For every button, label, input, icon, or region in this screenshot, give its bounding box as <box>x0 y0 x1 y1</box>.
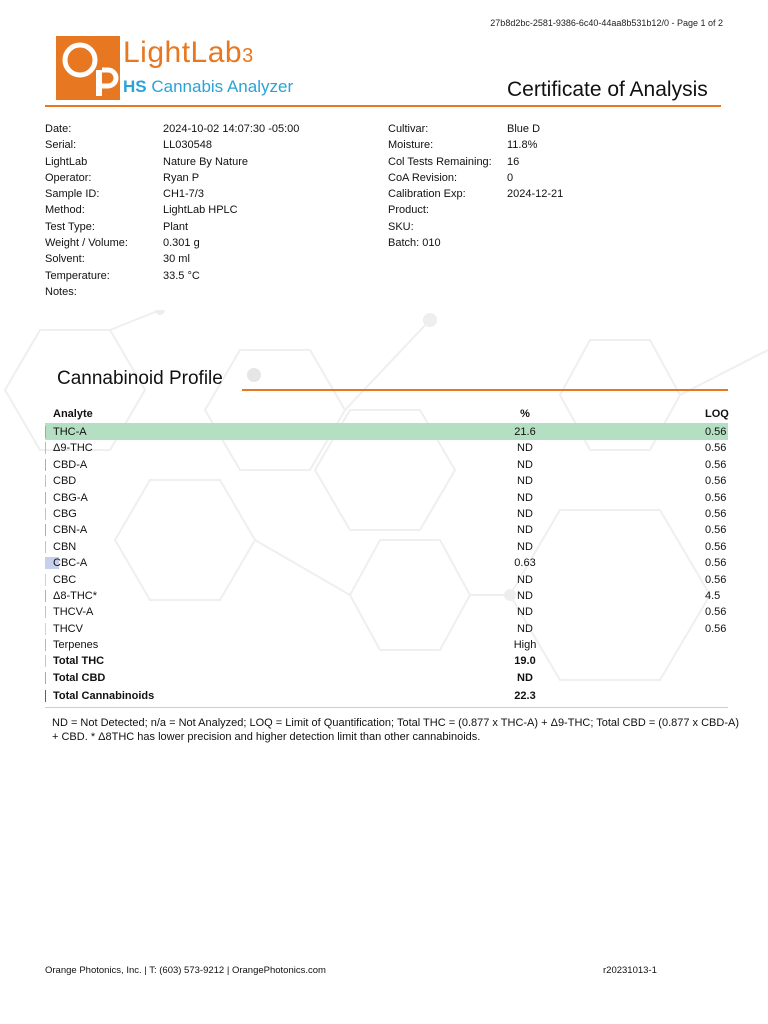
table-row <box>45 424 728 440</box>
table-row <box>45 539 728 555</box>
row-color-marker <box>45 639 46 651</box>
header-loq: LOQ <box>705 408 729 420</box>
info-right-value: 16 <box>507 155 520 168</box>
table-row <box>45 621 728 637</box>
cell-analyte: CBG <box>53 507 77 520</box>
cell-analyte: THCV-A <box>53 606 94 619</box>
cell-loq: 0.56 <box>705 491 727 504</box>
table-row <box>45 457 728 473</box>
logo-tagline <box>123 77 293 97</box>
cell-loq: 0.56 <box>705 458 727 471</box>
info-left-label: Temperature: <box>45 269 110 282</box>
cell-analyte: Total Cannabinoids <box>53 690 155 703</box>
table-row <box>45 688 728 704</box>
info-left-label: Sample ID: <box>45 188 100 201</box>
info-right-value: 11.8% <box>507 139 538 152</box>
info-left-value: 33.5 °C <box>163 269 200 282</box>
cell-loq: 0.56 <box>705 573 727 586</box>
footer-contact: Orange Photonics, Inc. | T: (603) 573-9212 | OrangePhotonics.com <box>45 965 326 976</box>
cell-percent: ND <box>517 540 533 553</box>
cell-percent: ND <box>517 491 533 504</box>
cell-analyte: CBC-A <box>53 557 88 570</box>
info-right-label: Cultivar: <box>388 123 429 135</box>
info-left-value: LightLab HPLC <box>163 204 238 217</box>
logo-name: LightLab3 <box>123 36 254 69</box>
info-right-value <box>507 202 563 218</box>
info-left-label: LightLab <box>45 155 88 168</box>
info-right-label: Product: <box>388 204 429 217</box>
cell-percent: ND <box>517 458 533 471</box>
table-row <box>45 506 728 522</box>
cell-analyte: THC-A <box>53 426 87 438</box>
row-color-marker <box>45 623 46 635</box>
cell-analyte: CBD <box>53 475 77 488</box>
info-left-label: Operator: <box>45 171 92 184</box>
row-color-marker <box>45 459 46 471</box>
cell-percent: ND <box>517 606 533 619</box>
table-row <box>45 588 728 604</box>
row-color-marker <box>45 574 46 586</box>
cell-percent: 22.3 <box>514 690 536 703</box>
row-color-marker <box>45 475 46 487</box>
cell-loq: 0.56 <box>705 507 727 520</box>
table-row <box>45 473 728 489</box>
row-color-marker <box>45 492 46 504</box>
info-right-values <box>507 121 563 251</box>
cell-analyte: Total THC <box>53 655 105 668</box>
document-id: 27b8d2bc-2581-9386-6c40-44aa8b531b12/0 - Page 1 of 2 <box>490 18 723 28</box>
cell-percent: ND <box>517 475 533 488</box>
cell-percent: ND <box>517 573 533 586</box>
cell-percent: 0.63 <box>514 557 536 570</box>
cell-analyte: Δ8-THC* <box>53 589 98 602</box>
page-title: Certificate of Analysis <box>507 78 708 101</box>
info-left-label: Serial: <box>45 139 77 152</box>
cell-percent: ND <box>517 442 533 455</box>
cell-analyte: Terpenes <box>53 639 99 652</box>
cell-loq: 0.56 <box>705 426 727 438</box>
info-left-value: Nature By Nature <box>163 155 248 168</box>
info-left-value: Ryan P <box>163 171 200 184</box>
footnote: ND = Not Detected; n/a = Not Analyzed; LOQ = Limit of Quantification; Total THC = (0.877 x THC-A) + Δ9-THC; Total CBD = (0.877 x CBD-A) + CBD. * Δ8THC has lower precision and higher detection limit than other cannabinoids. <box>52 717 739 743</box>
cell-percent: ND <box>517 507 533 520</box>
cell-analyte: Δ9-THC <box>53 442 93 455</box>
logo-tag-rest: Cannabis Analyzer <box>146 77 294 96</box>
info-right-value: 0 <box>507 171 514 184</box>
cell-loq: 0.56 <box>705 524 727 537</box>
cell-percent: ND <box>517 524 533 537</box>
info-right-value: Blue D <box>507 123 541 135</box>
info-left-value: CH1-7/3 <box>163 188 204 201</box>
header-analyte: Analyte <box>53 408 93 420</box>
row-color-marker <box>45 426 46 438</box>
table-row <box>45 637 728 653</box>
info-left-label: Method: <box>45 204 85 217</box>
info-left-value: 2024-10-02 14:07:30 -05:00 <box>163 123 300 135</box>
profile-title-dot <box>247 368 261 382</box>
info-right-label: Col Tests Remaining: <box>388 155 492 168</box>
info-right-label: Calibration Exp: <box>388 188 466 201</box>
table-row <box>45 555 728 571</box>
info-right-value <box>507 219 563 235</box>
cell-analyte: CBD-A <box>53 458 88 471</box>
table-body <box>45 424 728 705</box>
profile-divider <box>242 389 728 391</box>
cell-percent: ND <box>517 589 533 602</box>
row-color-marker <box>45 541 46 553</box>
cell-analyte: Total CBD <box>53 671 106 684</box>
header-percent: % <box>520 408 530 420</box>
cell-percent: ND <box>517 622 533 635</box>
info-left-value: 30 ml <box>163 253 190 266</box>
info-right-label: Batch: 010 <box>388 237 441 250</box>
row-color-marker <box>45 508 46 520</box>
table-row <box>45 522 728 538</box>
row-color-marker <box>45 672 46 684</box>
row-color-marker <box>45 590 46 602</box>
logo-name-suffix: 3 <box>242 45 254 67</box>
cell-loq: 0.56 <box>705 622 727 635</box>
info-left-label: Test Type: <box>45 220 95 233</box>
info-left-label: Notes: <box>45 285 77 298</box>
table-row <box>45 572 728 588</box>
cell-percent: High <box>513 639 537 652</box>
table-row <box>45 670 728 686</box>
row-color-marker <box>45 606 46 618</box>
cell-loq: 0.56 <box>705 475 727 488</box>
cell-loq: 0.56 <box>705 557 727 570</box>
table-header-row <box>45 405 728 424</box>
info-left-label: Solvent: <box>45 253 85 266</box>
cell-percent: 19.0 <box>514 655 536 668</box>
info-right-label: CoA Revision: <box>388 171 458 184</box>
cell-percent: ND <box>517 671 533 684</box>
info-left-labels <box>45 121 128 300</box>
info-right-value: 2024-12-21 <box>507 188 564 201</box>
row-color-marker <box>45 690 46 702</box>
cell-analyte: CBN-A <box>53 524 88 537</box>
cell-percent: 21.6 <box>514 426 536 438</box>
info-left-values <box>163 121 299 300</box>
cell-analyte: CBC <box>53 573 77 586</box>
cell-analyte: CBG-A <box>53 491 88 504</box>
info-left-label: Date: <box>45 123 72 135</box>
cell-loq: 4.5 <box>705 589 721 602</box>
cell-loq: 0.56 <box>705 606 727 619</box>
cell-loq: 0.56 <box>705 442 727 455</box>
cannabinoid-table <box>45 405 728 708</box>
info-left-value <box>163 284 299 300</box>
header-divider <box>45 105 721 107</box>
table-bottom-rule <box>45 707 728 708</box>
row-color-marker <box>45 442 46 454</box>
cell-analyte: THCV <box>53 622 83 635</box>
cell-loq: 0.56 <box>705 540 727 553</box>
info-right-value <box>507 235 563 251</box>
info-right-labels <box>388 121 492 251</box>
logo-tag-hs: HS <box>123 77 147 96</box>
row-color-marker <box>45 524 46 536</box>
info-left-value: 0.301 g <box>163 237 200 250</box>
info-right-label: Moisture: <box>388 139 434 152</box>
info-right-label: SKU: <box>388 220 414 233</box>
table-row <box>45 604 728 620</box>
info-left-label: Weight / Volume: <box>45 237 128 250</box>
section-title-cannabinoid-profile: Cannabinoid Profile <box>57 368 223 389</box>
row-color-marker <box>45 655 46 667</box>
table-row <box>45 490 728 506</box>
cell-analyte: CBN <box>53 540 77 553</box>
table-row <box>45 440 728 456</box>
table-row <box>45 653 728 669</box>
footer-revision: r20231013-1 <box>603 965 657 976</box>
info-left-value: Plant <box>163 220 189 233</box>
lightlab-logo-icon <box>56 36 120 100</box>
info-left-value: LL030548 <box>163 139 212 152</box>
